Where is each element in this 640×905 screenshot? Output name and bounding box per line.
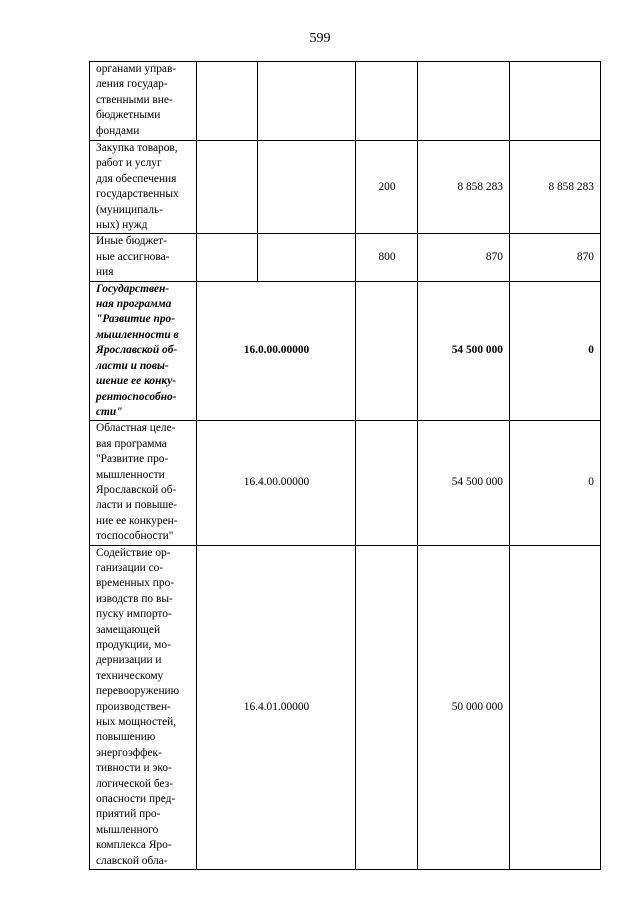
row-code: 16.4.01.00000: [197, 545, 356, 870]
budget-table: [89, 61, 601, 870]
row-name: Областная целе- вая программа "Развитие про- мышленности Ярославской об- ласти и повыше- ние ее конкурен- тоспособности": [90, 421, 197, 545]
row-sum-2: [510, 545, 601, 870]
row-sum-1: 54 500 000: [418, 421, 510, 545]
row-code: [258, 141, 356, 234]
row-sum-1: 8 858 283: [418, 141, 510, 234]
page-number: 599: [309, 31, 331, 46]
table-row: [90, 141, 601, 234]
empty-cell: [197, 141, 258, 234]
row-sum-2: 0: [510, 421, 601, 545]
row-sum-1: 50 000 000: [418, 545, 510, 870]
table-row: [90, 62, 601, 141]
row-expense-type: 800: [356, 234, 418, 281]
table-row: [90, 281, 601, 421]
row-expense-type: [356, 281, 418, 421]
empty-cell: [197, 62, 258, 141]
row-sum-2: 0: [510, 281, 601, 421]
row-code: [258, 234, 356, 281]
table-row: [90, 421, 601, 545]
row-name: Государствен- ная программа "Развитие про- мышленности в Ярославской об- ласти и повы- шение ее конку- рентоспособно- сти": [90, 281, 197, 421]
row-code: 16.0.00.00000: [197, 281, 356, 421]
row-name: Иные бюджет- ные ассигнова- ния: [90, 234, 197, 281]
row-expense-type: [356, 421, 418, 545]
row-expense-type: 200: [356, 141, 418, 234]
row-expense-type: [356, 545, 418, 870]
row-sum-2: 870: [510, 234, 601, 281]
row-name: Содействие ор- ганизации со- временных про- изводств по вы- пуску импорто- замещающей продукции, мо- дернизации и техническому перевооружению производствен- ных мощностей, повышению энергоэффек- тивности и эко- логической без- опасности пред- приятий про- мышленного комплекса Яро- славской обла-: [90, 545, 197, 870]
row-sum-2: 8 858 283: [510, 141, 601, 234]
row-sum-1: 870: [418, 234, 510, 281]
row-name: Закупка товаров, работ и услуг для обеспечения государственных (муниципаль- ных) нужд: [90, 141, 197, 234]
row-sum-1: 54 500 000: [418, 281, 510, 421]
row-sum-2: [510, 62, 601, 141]
table-row: [90, 234, 601, 281]
row-sum-1: [418, 62, 510, 141]
empty-cell: [197, 234, 258, 281]
row-expense-type: [356, 62, 418, 141]
row-name: органами управ- ления государ- ственными вне- бюджетными фондами: [90, 62, 197, 141]
row-code: [258, 62, 356, 141]
table-row: [90, 545, 601, 870]
row-code: 16.4.00.00000: [197, 421, 356, 545]
